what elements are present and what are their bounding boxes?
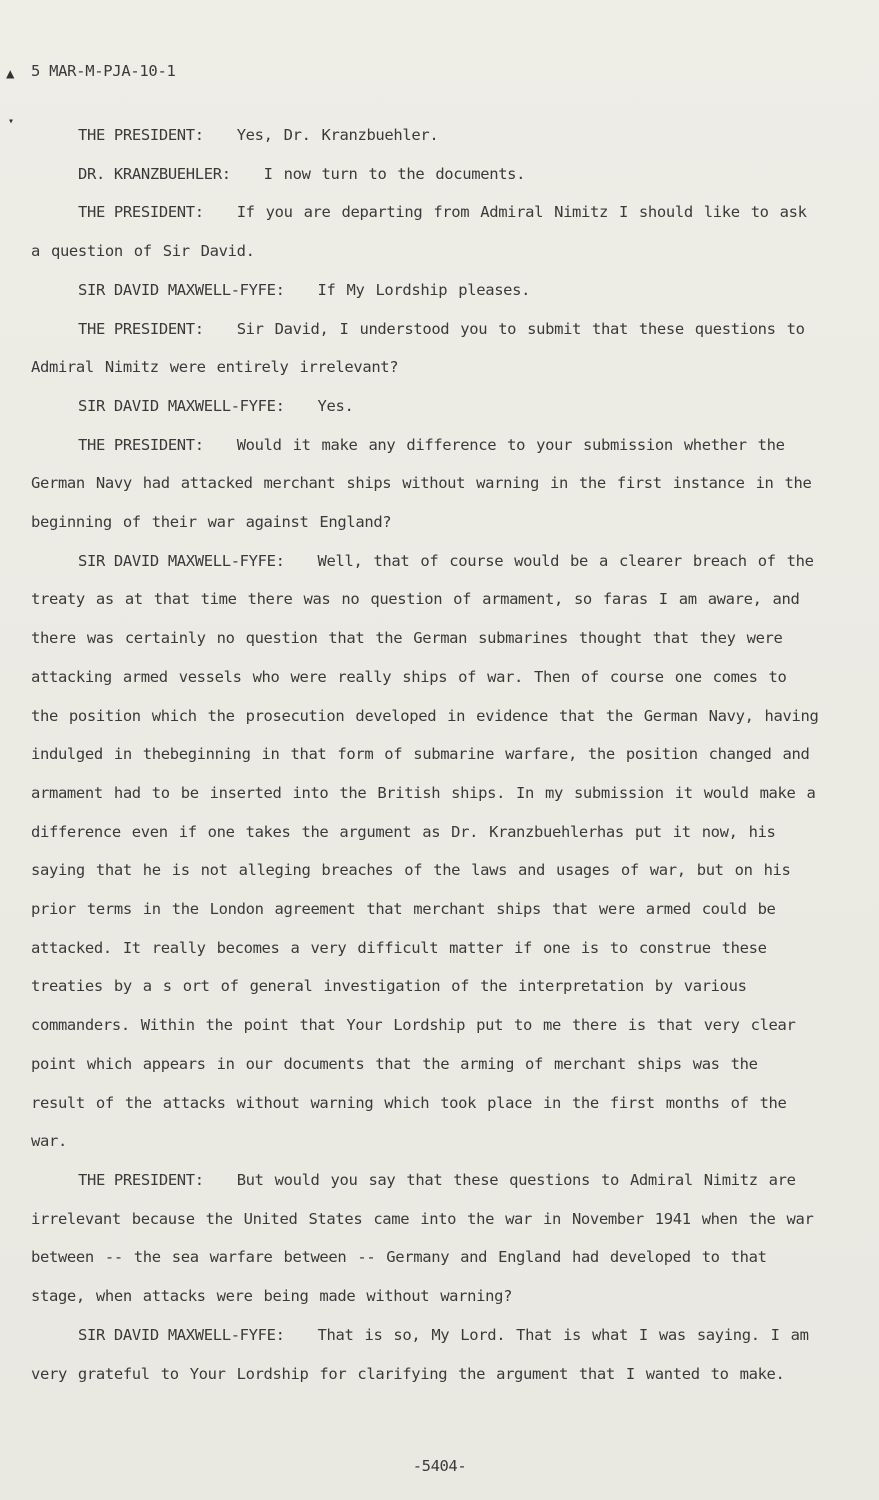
- transcript-paragraph: [31, 116, 821, 155]
- paragraph-text: Well, that of course would be a clearer breach of the treaty as at that time there was no question of armament, so faras I am aware, and there was certainly no question that the German submarines thought that they were attacking armed vessels who were really ships of war. Then of course one comes to the position which the prosecution developed in evidence that the German Navy, having indulged in thebeginning in that form of submarine warfare, the position changed and armament had to be inserted into the British ships. In my submission it would make a difference even if one takes the argument as Dr. Kranzbuehlerhas put it now, his saying that he is not alleging breaches of the laws and usages of war, but on his prior terms in the London agreement that merchant ships that were armed could be attacked. It really becomes a very difficult matter if one is to construe these treaties by a s ort of general investigation of the interpretation by various commanders. Within the point that Your Lordship put to me there is that very clear point which appears in our documents that the arming of merchant ships was the result of the attacks without warning which took place in the first months of the war.: [31, 551, 819, 1151]
- speaker-name: SIR DAVID MAXWELL-FYFE:: [78, 551, 285, 570]
- document-reference: 5 MAR-M-PJA-10-1: [31, 62, 176, 80]
- transcript-paragraph: [31, 1316, 821, 1393]
- transcript-paragraph: [31, 310, 821, 387]
- transcript-paragraph: [31, 155, 821, 194]
- page-number: -5404-: [412, 1457, 467, 1475]
- paragraph-text: If you are departing from Admiral Nimitz I should like to ask a question of Sir David.: [31, 203, 807, 261]
- speaker-name: SIR DAVID MAXWELL-FYFE:: [78, 396, 285, 415]
- speaker-name: DR. KRANZBUEHLER:: [78, 164, 231, 183]
- speaker-name: THE PRESIDENT:: [78, 203, 204, 222]
- paragraph-text: Sir David, I understood you to submit that these questions to Admiral Nimitz were entirely irrelevant?: [31, 319, 805, 377]
- paragraph-text: But would you say that these questions to Admiral Nimitz are irrelevant because the United States came into the war in November 1941 when the war between -- the sea warfare between -- Germany and England had developed to that stage, when attacks were being made without warning?: [31, 1170, 814, 1306]
- paragraph-text: Yes.: [317, 396, 354, 415]
- transcript-paragraph: [31, 542, 821, 1161]
- speaker-name: THE PRESIDENT:: [78, 435, 204, 454]
- paragraph-text: I now turn to the documents.: [263, 164, 526, 183]
- paragraph-text: If My Lordship pleases.: [317, 280, 531, 299]
- paragraph-text: Would it make any difference to your submission whether the German Navy had attacked merchant ships without warning in the first instance in the beginning of their war against England?: [31, 435, 812, 532]
- transcript-paragraph: [31, 426, 821, 542]
- speaker-name: SIR DAVID MAXWELL-FYFE:: [78, 280, 285, 299]
- speaker-name: SIR DAVID MAXWELL-FYFE:: [78, 1325, 285, 1344]
- transcript-paragraph: [31, 271, 821, 310]
- paragraph-text: Yes, Dr. Kranzbuehler.: [236, 126, 439, 144]
- speaker-name: THE PRESIDENT:: [78, 1170, 204, 1189]
- transcript-paragraph: [31, 387, 821, 426]
- paragraph-text: That is so, My Lord. That is what I was saying. I am very grateful to Your Lordship for clarifying the argument that I wanted to make.: [31, 1325, 809, 1383]
- speaker-name: THE PRESIDENT:: [78, 319, 204, 338]
- transcript-paragraph: [31, 193, 821, 270]
- margin-mark: ▾: [8, 116, 15, 127]
- speaker-name: THE PRESIDENT:: [78, 126, 204, 144]
- margin-mark: ▲: [6, 66, 15, 82]
- transcript-body: [31, 116, 821, 1393]
- transcript-paragraph: [31, 1161, 821, 1316]
